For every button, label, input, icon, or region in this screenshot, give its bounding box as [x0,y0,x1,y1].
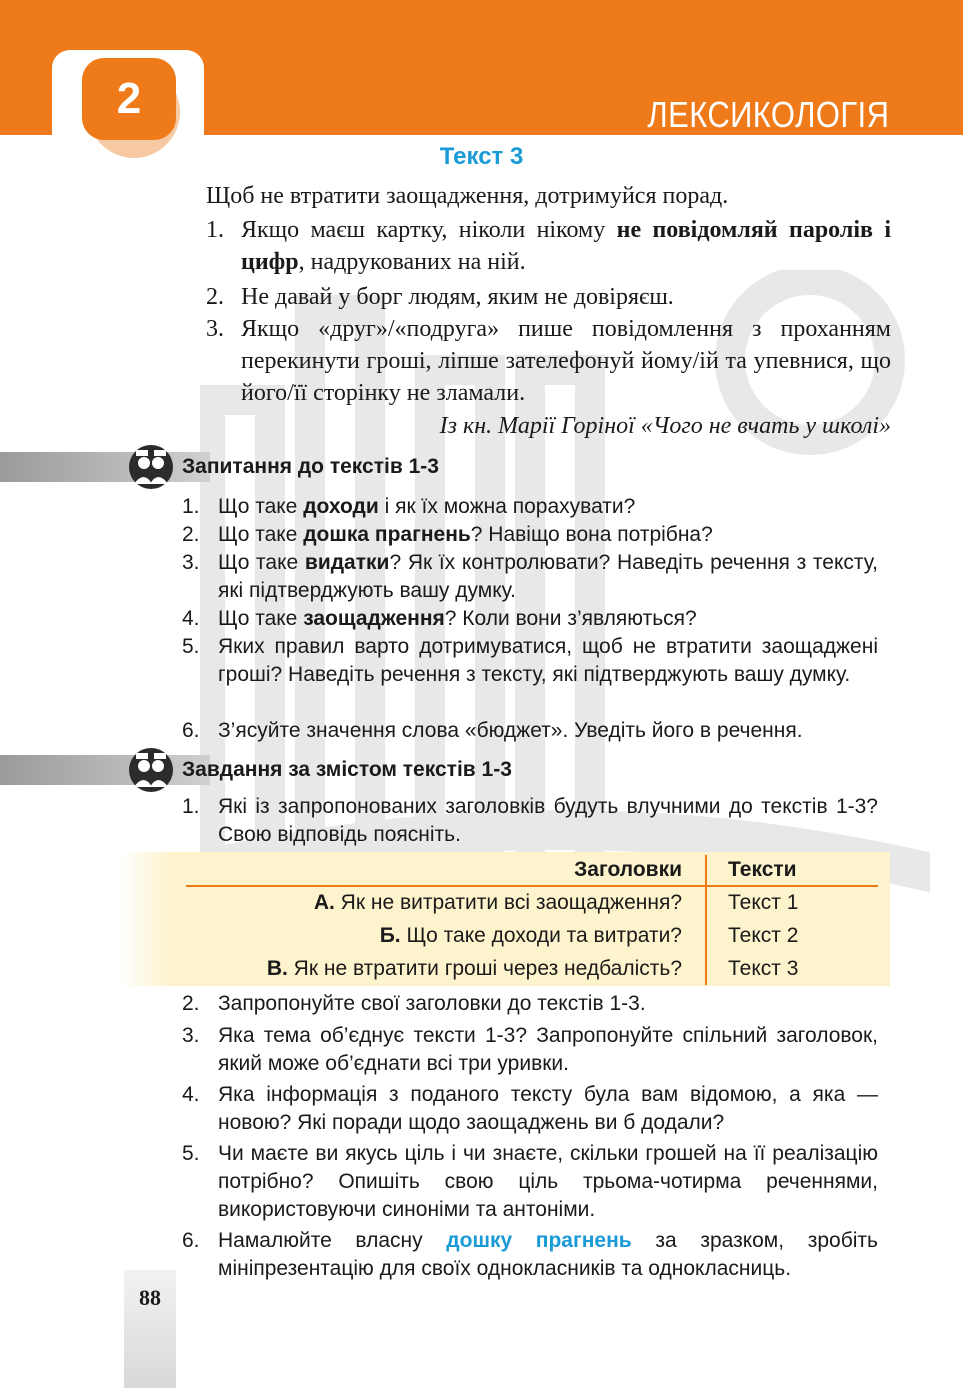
task-item: Чи маєте ви якусь ціль і чи знаєте, скільки грошей на її реалізацію потрібно? Опишіть свою ціль трьома-чотирма реченнями, використовуючи синоніми та антоніми. [218,1142,878,1221]
question-item: Що таке доходи і як їх можна порахувати? [218,495,636,518]
table-row: А. Як не витратити всі заощадження? [313,891,682,914]
table-shade [120,852,172,986]
task-item: Яка тема об’єднує тексти 1-3? Запропонуйте спільний заголовок, який може об’єднати всі три уривки. [218,1024,878,1075]
table-header-titles: Заголовки [574,858,682,881]
table-cell-text: Текст 2 [728,924,799,947]
table-row: Б. Що таке доходи та витрати? [379,924,682,947]
bold-term: видатки [304,551,390,574]
discussion-icon [128,444,174,490]
text3-item: Не давай у борг людям, яким не довіряєш. [241,284,674,310]
page-number: 88 [139,1285,161,1310]
task-item: Намалюйте власну дошку прагнень за зразком, зробіть мініпрезентацію для своїх однокласників та однокласниць. [218,1229,878,1280]
question-number: 5. [182,635,200,658]
question-number: 6. [182,719,200,742]
vision-board-link[interactable]: дошку прагнень [446,1229,632,1252]
question-item: Що таке заощадження? Коли вони з’являються? [218,607,697,630]
table-header-texts: Тексти [728,858,797,881]
text3-source: Із кн. Марії Горіної «Чого не вчать у школі» [439,413,891,439]
bold-phrase: не повідомляй паролів і цифр [241,217,891,275]
bold-term: доходи [303,495,379,518]
table-cell-text: Текст 1 [728,891,799,914]
text3-intro: Щоб не втратити заощадження, дотримуйся порад. [206,183,729,209]
task-item: Які із запропонованих заголовків будуть влучними до текстів 1-3? Свою відповідь поясніть. [218,795,878,846]
section-title: ЛЕКСИКОЛОГІЯ [647,94,889,135]
task-item: Яка інформація з поданого тексту була вам відомою, а яка — новою? Які поради щодо заощаджень ви б додали? [218,1083,878,1134]
question-item: Яких правил варто дотримуватися, щоб не втратити заощаджені гроші? Наведіть речення з тексту, які підтверджують вашу думку. [218,635,878,686]
text3-item: Якщо «друг»/«подруга» пише повідомлення з проханням перекинути гроші, ліпше зателефонуй йому/ій та упевнися, що його/її сторінку не зламали. [241,316,891,406]
question-item: Що таке видатки? Як їх контролювати? Наведіть речення з тексту, які підтверджують вашу думку. [218,551,878,602]
task-number: 6. [182,1229,200,1252]
task-number: 2. [182,992,200,1015]
table-header-rule [186,885,878,887]
question-number: 1. [182,495,200,518]
questions-heading: Запитання до текстів 1-3 [182,455,439,478]
task-item: Запропонуйте свої заголовки до текстів 1-3. [218,992,646,1015]
table-row: В. Як не втратити гроші через недбалість? [266,957,682,980]
text3-item-number: 3. [206,316,224,342]
table-divider [705,855,707,985]
table-cell-text: Текст 3 [728,957,799,980]
bold-term: заощадження [303,607,445,630]
bold-term: дошка прагнень [303,523,471,546]
task-number: 1. [182,795,200,818]
section-bar [0,755,210,785]
tasks-heading: Завдання за змістом текстів 1-3 [182,758,512,781]
question-number: 3. [182,551,200,574]
chapter-number: 2 [116,74,142,123]
question-number: 4. [182,607,200,630]
question-number: 2. [182,523,200,546]
text3-item-number: 1. [206,217,224,243]
text3-item-number: 2. [206,284,224,310]
discussion-icon [128,747,174,793]
text3-item: Якщо маєш картку, ніколи нікому не повідомляй паролів і цифр, надрукованих на ній. [241,217,891,275]
task-number: 4. [182,1083,200,1106]
text3-title: Текст 3 [439,143,524,170]
question-item: Що таке дошка прагнень? Навіщо вона потрібна? [218,523,713,546]
question-item: З’ясуйте значення слова «бюджет». Уведіть його в речення. [218,719,803,742]
section-bar [0,452,210,482]
task-number: 3. [182,1024,200,1047]
task-number: 5. [182,1142,200,1165]
